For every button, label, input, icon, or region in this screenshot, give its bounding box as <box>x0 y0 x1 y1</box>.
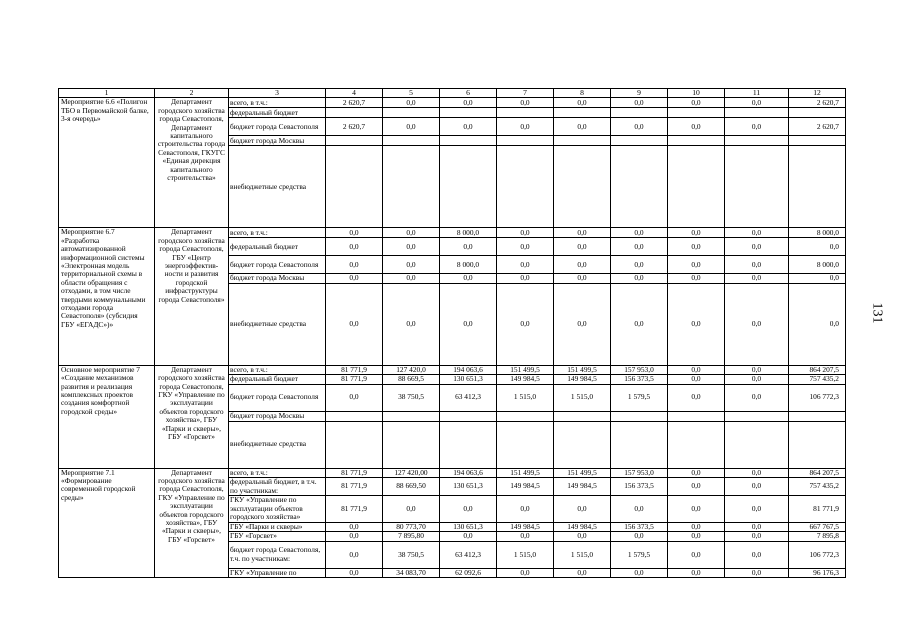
table-row <box>59 228 846 238</box>
column-header: 1 <box>59 89 155 98</box>
value-cell: 0,0 <box>383 256 440 274</box>
value-cell: 0,0 <box>554 256 611 274</box>
value-cell: 0,0 <box>383 496 440 523</box>
funding-source-cell: федеральный бюджет <box>229 375 326 384</box>
value-cell: 8 000,0 <box>789 228 846 238</box>
value-cell: 0,0 <box>668 375 725 384</box>
measure-name-cell: Мероприятие 6.7 «Разработка автоматизированной информационной системы «Электронная модель территориальной схемы в области обращения с отходами, в том числе твердыми коммунальными отходами города Севастополя» (субсидия ГБУ «ЕГАДС»)» <box>59 228 155 365</box>
value-cell: 149 984,5 <box>497 478 554 496</box>
value-cell: 0,0 <box>668 496 725 523</box>
table-row <box>59 98 846 108</box>
value-cell: 0,0 <box>383 283 440 365</box>
value-cell: 0,0 <box>725 532 789 541</box>
value-cell: 0,0 <box>497 238 554 256</box>
funding-source-cell: ГКУ «Управление по эксплуатации объектов городского хозяйства» <box>229 496 326 523</box>
value-cell <box>668 411 725 421</box>
value-cell: 0,0 <box>668 568 725 577</box>
value-cell: 63 412,3 <box>440 384 497 411</box>
column-header: 3 <box>229 89 326 98</box>
value-cell: 0,0 <box>611 283 668 365</box>
value-cell: 0,0 <box>497 496 554 523</box>
value-cell: 81 771,9 <box>326 496 383 523</box>
value-cell: 0,0 <box>554 274 611 283</box>
funding-source-cell: федеральный бюджет, в т.ч. по участникам: <box>229 478 326 496</box>
column-header: 12 <box>789 89 846 98</box>
value-cell: 0,0 <box>326 384 383 411</box>
value-cell: 130 651,3 <box>440 375 497 384</box>
value-cell: 8 000,0 <box>789 256 846 274</box>
value-cell: 0,0 <box>497 568 554 577</box>
table-row <box>59 365 846 374</box>
budget-table <box>58 88 846 578</box>
value-cell: 0,0 <box>668 98 725 108</box>
value-cell <box>611 411 668 421</box>
value-cell: 149 984,5 <box>554 478 611 496</box>
value-cell: 0,0 <box>383 118 440 136</box>
value-cell: 151 499,5 <box>554 365 611 374</box>
value-cell: 0,0 <box>725 541 789 568</box>
value-cell: 2 620,7 <box>789 118 846 136</box>
value-cell <box>725 421 789 468</box>
value-cell: 0,0 <box>554 283 611 365</box>
value-cell: 81 771,9 <box>326 375 383 384</box>
value-cell: 151 499,5 <box>497 365 554 374</box>
value-cell: 0,0 <box>440 238 497 256</box>
table-row <box>59 468 846 477</box>
value-cell: 0,0 <box>668 274 725 283</box>
value-cell: 0,0 <box>554 98 611 108</box>
value-cell: 149 984,5 <box>497 375 554 384</box>
value-cell: 151 499,5 <box>554 468 611 477</box>
value-cell <box>554 421 611 468</box>
value-cell <box>326 136 383 146</box>
value-cell: 0,0 <box>326 568 383 577</box>
value-cell: 0,0 <box>554 118 611 136</box>
value-cell: 0,0 <box>725 496 789 523</box>
value-cell: 81 771,9 <box>326 365 383 374</box>
value-cell <box>611 146 668 228</box>
value-cell: 81 771,9 <box>789 496 846 523</box>
value-cell: 0,0 <box>668 256 725 274</box>
column-header: 4 <box>326 89 383 98</box>
value-cell: 0,0 <box>497 118 554 136</box>
column-header: 2 <box>155 89 229 98</box>
value-cell: 0,0 <box>725 568 789 577</box>
value-cell <box>497 136 554 146</box>
value-cell <box>725 108 789 118</box>
value-cell: 0,0 <box>611 496 668 523</box>
value-cell <box>554 136 611 146</box>
value-cell: 88 669,5 <box>383 375 440 384</box>
value-cell <box>326 421 383 468</box>
funding-source-cell: всего, в т.ч.: <box>229 228 326 238</box>
value-cell <box>611 421 668 468</box>
executor-cell: Департамент городского хозяйства города Севастополя, Департамент капитального строительства города Севастополя, ГКУГС «Единая дирекция капитального строительства» <box>155 98 229 228</box>
value-cell <box>668 136 725 146</box>
value-cell: 151 499,5 <box>497 468 554 477</box>
value-cell: 0,0 <box>611 256 668 274</box>
value-cell <box>789 146 846 228</box>
value-cell <box>789 136 846 146</box>
value-cell: 0,0 <box>611 98 668 108</box>
value-cell <box>440 411 497 421</box>
value-cell: 667 767,5 <box>789 523 846 532</box>
value-cell: 0,0 <box>497 283 554 365</box>
value-cell <box>326 411 383 421</box>
value-cell: 757 435,2 <box>789 375 846 384</box>
funding-source-cell: бюджет города Севастополя <box>229 384 326 411</box>
value-cell: 0,0 <box>725 283 789 365</box>
value-cell: 0,0 <box>440 274 497 283</box>
funding-source-cell: федеральный бюджет <box>229 108 326 118</box>
funding-source-cell: федеральный бюджет <box>229 238 326 256</box>
funding-source-cell: ГБУ «Горсвет» <box>229 532 326 541</box>
value-cell: 0,0 <box>554 228 611 238</box>
executor-cell: Департамент городского хозяйства города Севастополя, ГКУ «Управление по эксплуатации объектов городского хозяйства», ГБУ «Парки и скверы», ГБУ «Горсвет» <box>155 365 229 468</box>
value-cell: 0,0 <box>326 532 383 541</box>
value-cell <box>383 411 440 421</box>
value-cell <box>326 108 383 118</box>
value-cell: 0,0 <box>668 468 725 477</box>
value-cell: 0,0 <box>326 523 383 532</box>
value-cell: 0,0 <box>497 256 554 274</box>
value-cell: 1 579,5 <box>611 384 668 411</box>
value-cell <box>789 108 846 118</box>
value-cell: 157 953,0 <box>611 468 668 477</box>
funding-source-cell: всего, в т.ч.: <box>229 468 326 477</box>
value-cell: 0,0 <box>725 256 789 274</box>
value-cell: 0,0 <box>440 283 497 365</box>
value-cell: 7 895,8 <box>789 532 846 541</box>
value-cell: 2 620,7 <box>326 98 383 108</box>
value-cell: 0,0 <box>725 384 789 411</box>
value-cell: 0,0 <box>668 118 725 136</box>
value-cell: 0,0 <box>326 256 383 274</box>
value-cell <box>725 146 789 228</box>
value-cell: 81 771,9 <box>326 478 383 496</box>
value-cell: 0,0 <box>326 238 383 256</box>
value-cell: 96 176,3 <box>789 568 846 577</box>
value-cell <box>440 146 497 228</box>
value-cell <box>725 411 789 421</box>
value-cell <box>554 108 611 118</box>
column-header: 10 <box>668 89 725 98</box>
value-cell: 157 953,0 <box>611 365 668 374</box>
value-cell: 0,0 <box>668 384 725 411</box>
value-cell: 2 620,7 <box>789 98 846 108</box>
value-cell <box>383 136 440 146</box>
value-cell: 0,0 <box>668 523 725 532</box>
value-cell: 0,0 <box>789 238 846 256</box>
funding-source-cell: всего, в т.ч.: <box>229 365 326 374</box>
value-cell <box>789 411 846 421</box>
value-cell <box>383 421 440 468</box>
value-cell: 0,0 <box>725 365 789 374</box>
value-cell: 38 750,5 <box>383 384 440 411</box>
column-header: 9 <box>611 89 668 98</box>
funding-source-cell: бюджет города Севастополя <box>229 118 326 136</box>
value-cell <box>326 146 383 228</box>
value-cell: 156 373,5 <box>611 375 668 384</box>
value-cell: 0,0 <box>725 274 789 283</box>
value-cell: 194 063,6 <box>440 468 497 477</box>
value-cell: 0,0 <box>554 568 611 577</box>
value-cell: 63 412,3 <box>440 541 497 568</box>
value-cell: 0,0 <box>326 541 383 568</box>
value-cell: 0,0 <box>725 523 789 532</box>
value-cell: 0,0 <box>611 274 668 283</box>
value-cell: 7 895,80 <box>383 532 440 541</box>
funding-source-cell: ГКУ «Управление по <box>229 568 326 577</box>
value-cell <box>611 136 668 146</box>
measure-name-cell: Мероприятие 6.6 «Полигон ТБО в Первомайской балке, 3-я очередь» <box>59 98 155 228</box>
value-cell: 0,0 <box>725 98 789 108</box>
header-row <box>59 89 846 98</box>
funding-source-cell: внебюджетные средства <box>229 283 326 365</box>
column-header: 11 <box>725 89 789 98</box>
value-cell: 0,0 <box>326 228 383 238</box>
value-cell: 0,0 <box>668 238 725 256</box>
value-cell <box>497 421 554 468</box>
value-cell: 0,0 <box>725 118 789 136</box>
value-cell: 0,0 <box>440 118 497 136</box>
funding-source-cell: бюджет города Москвы <box>229 411 326 421</box>
value-cell: 0,0 <box>725 228 789 238</box>
value-cell <box>497 411 554 421</box>
value-cell: 0,0 <box>440 98 497 108</box>
value-cell: 149 984,5 <box>554 375 611 384</box>
funding-source-cell: бюджет города Москвы <box>229 274 326 283</box>
value-cell: 156 373,5 <box>611 523 668 532</box>
funding-source-cell: внебюджетные средства <box>229 421 326 468</box>
column-header: 6 <box>440 89 497 98</box>
value-cell: 156 373,5 <box>611 478 668 496</box>
value-cell <box>668 421 725 468</box>
value-cell: 0,0 <box>554 496 611 523</box>
funding-source-cell: бюджет города Севастополя <box>229 256 326 274</box>
value-cell: 127 420,00 <box>383 468 440 477</box>
value-cell: 0,0 <box>611 238 668 256</box>
value-cell: 8 000,0 <box>440 228 497 238</box>
value-cell: 8 000,0 <box>440 256 497 274</box>
value-cell: 0,0 <box>725 468 789 477</box>
value-cell <box>789 421 846 468</box>
executor-cell: Департамент городского хозяйства города Севастополя, ГКУ «Управление по эксплуатации объектов городского хозяйства», ГБУ «Парки и скверы», ГБУ «Горсвет» <box>155 468 229 578</box>
table-body <box>59 89 846 578</box>
value-cell: 0,0 <box>668 283 725 365</box>
value-cell: 130 651,3 <box>440 478 497 496</box>
funding-source-cell: всего, в т.ч.: <box>229 98 326 108</box>
value-cell: 864 207,5 <box>789 468 846 477</box>
value-cell <box>383 108 440 118</box>
value-cell: 0,0 <box>789 283 846 365</box>
funding-source-cell: бюджет города Севастополя, т.ч. по участникам: <box>229 541 326 568</box>
value-cell: 1 515,0 <box>497 541 554 568</box>
value-cell <box>611 108 668 118</box>
value-cell: 0,0 <box>611 118 668 136</box>
column-header: 5 <box>383 89 440 98</box>
value-cell: 62 092,6 <box>440 568 497 577</box>
value-cell: 0,0 <box>497 274 554 283</box>
value-cell <box>497 146 554 228</box>
value-cell: 0,0 <box>497 228 554 238</box>
page-number: 131 <box>869 302 885 324</box>
value-cell: 127 420,0 <box>383 365 440 374</box>
measure-name-cell: Мероприятие 7.1 «Формирование современной городской среды» <box>59 468 155 578</box>
value-cell: 34 083,70 <box>383 568 440 577</box>
value-cell: 130 651,3 <box>440 523 497 532</box>
value-cell: 106 772,3 <box>789 384 846 411</box>
value-cell: 0,0 <box>668 478 725 496</box>
value-cell: 0,0 <box>440 532 497 541</box>
value-cell <box>554 411 611 421</box>
value-cell: 0,0 <box>725 375 789 384</box>
measure-name-cell: Основное мероприятие 7 «Создание механизмов развития и реализация комплексных проектов создания комфортной городской среды» <box>59 365 155 468</box>
value-cell: 0,0 <box>789 274 846 283</box>
value-cell: 0,0 <box>383 238 440 256</box>
value-cell: 0,0 <box>668 532 725 541</box>
value-cell: 0,0 <box>668 541 725 568</box>
value-cell: 0,0 <box>326 274 383 283</box>
value-cell: 0,0 <box>611 228 668 238</box>
value-cell <box>440 108 497 118</box>
column-header: 7 <box>497 89 554 98</box>
value-cell <box>440 136 497 146</box>
value-cell <box>383 146 440 228</box>
value-cell: 2 620,7 <box>326 118 383 136</box>
value-cell <box>497 108 554 118</box>
value-cell: 0,0 <box>611 568 668 577</box>
value-cell: 0,0 <box>668 365 725 374</box>
value-cell: 149 984,5 <box>554 523 611 532</box>
executor-cell: Департамент городского хозяйства города Севастополя, ГБУ «Центр энергоэффектив-ности и развития городской инфраструктуры города Севастополя» <box>155 228 229 365</box>
value-cell: 0,0 <box>383 98 440 108</box>
value-cell: 81 771,9 <box>326 468 383 477</box>
value-cell: 88 669,50 <box>383 478 440 496</box>
value-cell: 106 772,3 <box>789 541 846 568</box>
value-cell: 194 063,6 <box>440 365 497 374</box>
value-cell <box>554 146 611 228</box>
column-header: 8 <box>554 89 611 98</box>
value-cell: 80 773,70 <box>383 523 440 532</box>
value-cell: 0,0 <box>326 283 383 365</box>
funding-source-cell: бюджет города Москвы <box>229 136 326 146</box>
value-cell: 0,0 <box>497 532 554 541</box>
value-cell: 38 750,5 <box>383 541 440 568</box>
value-cell <box>668 108 725 118</box>
value-cell: 1 515,0 <box>554 384 611 411</box>
funding-source-cell: внебюджетные средства <box>229 146 326 228</box>
value-cell: 1 579,5 <box>611 541 668 568</box>
value-cell: 1 515,0 <box>554 541 611 568</box>
value-cell: 0,0 <box>383 274 440 283</box>
value-cell: 757 435,2 <box>789 478 846 496</box>
value-cell: 0,0 <box>725 238 789 256</box>
value-cell <box>668 146 725 228</box>
value-cell: 0,0 <box>497 98 554 108</box>
value-cell: 0,0 <box>668 228 725 238</box>
value-cell: 864 207,5 <box>789 365 846 374</box>
value-cell: 0,0 <box>440 496 497 523</box>
value-cell: 0,0 <box>554 532 611 541</box>
value-cell <box>440 421 497 468</box>
value-cell: 0,0 <box>725 478 789 496</box>
value-cell: 149 984,5 <box>497 523 554 532</box>
value-cell: 0,0 <box>554 238 611 256</box>
value-cell: 1 515,0 <box>497 384 554 411</box>
value-cell <box>725 136 789 146</box>
funding-source-cell: ГБУ «Парки и скверы» <box>229 523 326 532</box>
value-cell: 0,0 <box>383 228 440 238</box>
value-cell: 0,0 <box>611 532 668 541</box>
